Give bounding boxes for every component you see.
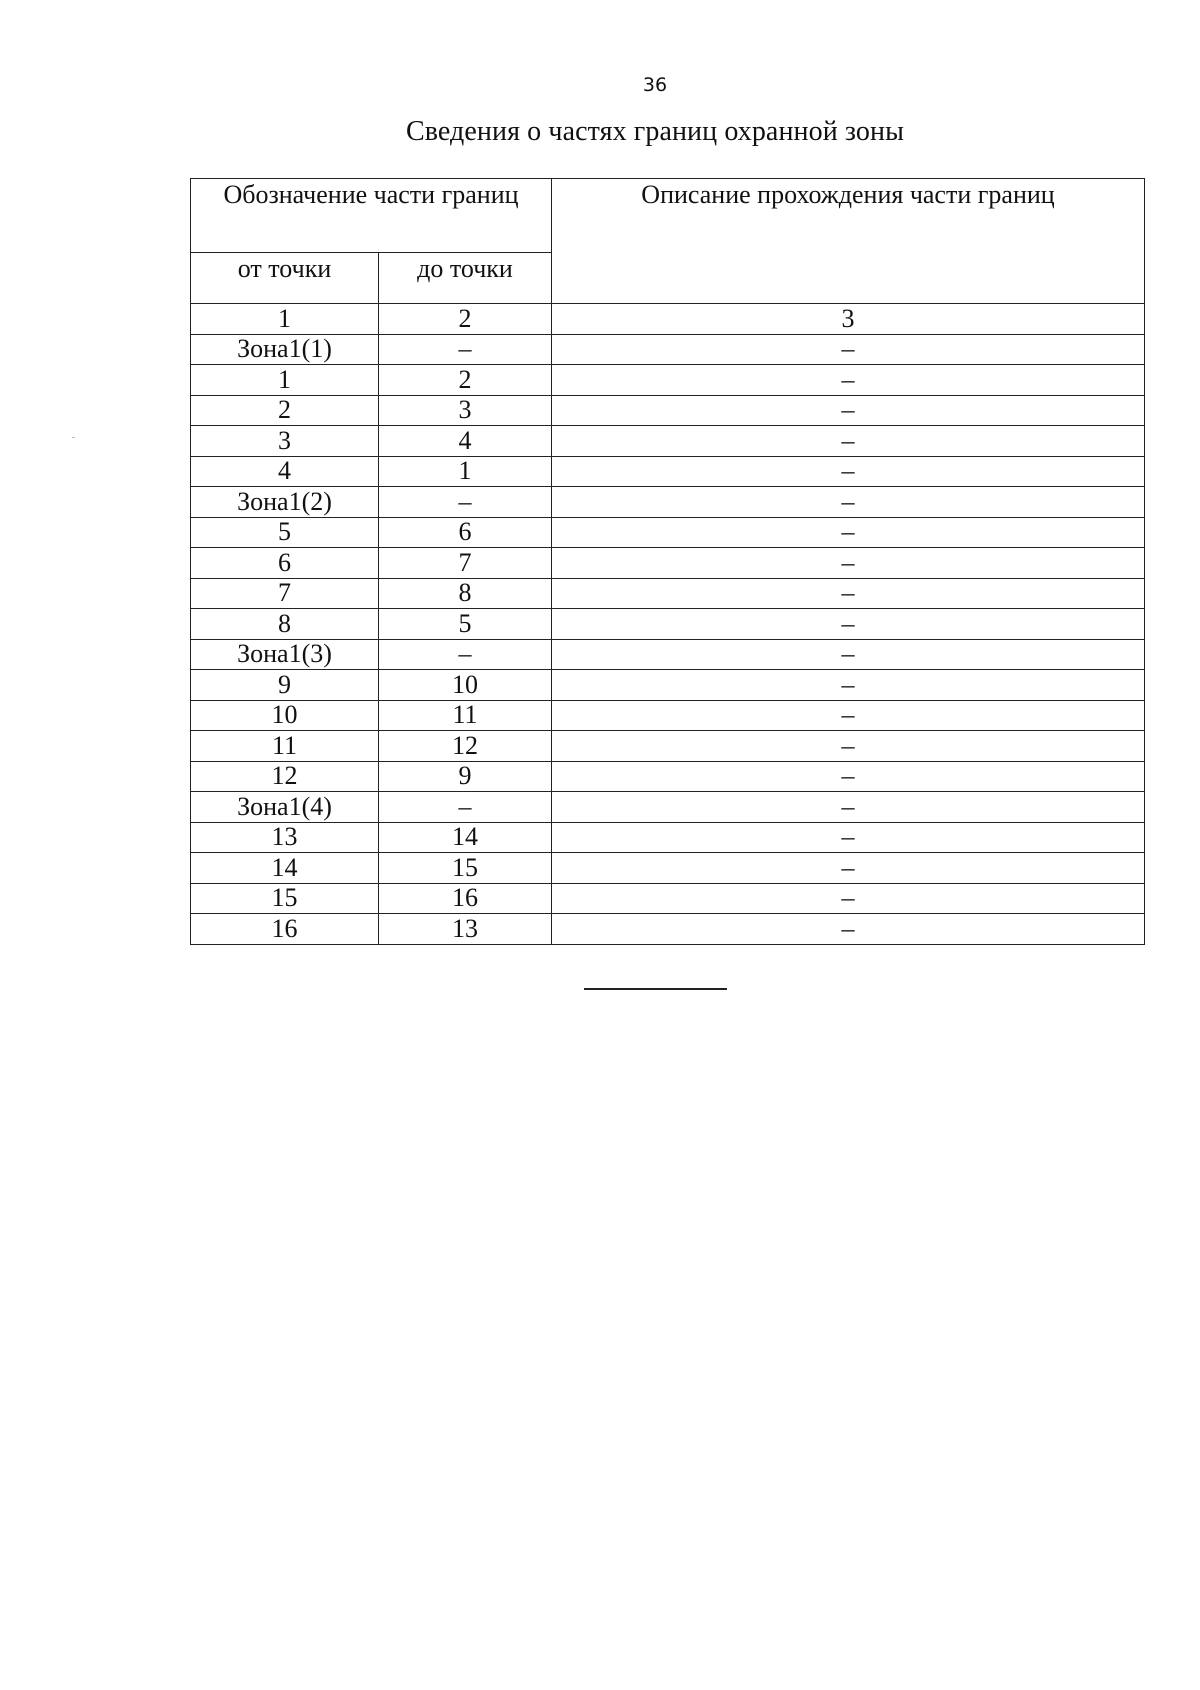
cell-from-point: 12 (191, 761, 379, 792)
cell-to-point: 5 (379, 609, 552, 640)
cell-from-point: 3 (191, 426, 379, 457)
cell-from-point: Зона1(2) (191, 487, 379, 518)
cell-description: – (552, 548, 1145, 579)
cell-to-point: – (379, 639, 552, 670)
table-row (191, 761, 1145, 792)
cell-from-point: 16 (191, 914, 379, 945)
cell-from-point: 1 (191, 365, 379, 396)
table-row (191, 487, 1145, 518)
cell-to-point: 16 (379, 883, 552, 914)
cell-to-point: 14 (379, 822, 552, 853)
table-row (191, 670, 1145, 701)
column-number-2: 2 (379, 304, 552, 335)
cell-to-point: – (379, 487, 552, 518)
cell-description: – (552, 761, 1145, 792)
cell-description: – (552, 853, 1145, 884)
cell-to-point: – (379, 792, 552, 823)
header-description: Описание прохождения части границ (552, 179, 1145, 304)
cell-to-point: 7 (379, 548, 552, 579)
cell-from-point: 9 (191, 670, 379, 701)
cell-to-point: 13 (379, 914, 552, 945)
cell-description: – (552, 822, 1145, 853)
cell-from-point: 8 (191, 609, 379, 640)
cell-from-point: 14 (191, 853, 379, 884)
cell-from-point: 10 (191, 700, 379, 731)
table-row (191, 914, 1145, 945)
table-row (191, 578, 1145, 609)
table-row (191, 731, 1145, 762)
cell-description: – (552, 456, 1145, 487)
cell-description: – (552, 670, 1145, 701)
header-row-main (191, 179, 1145, 253)
table-row (191, 639, 1145, 670)
cell-from-point: 7 (191, 578, 379, 609)
cell-from-point: 11 (191, 731, 379, 762)
cell-from-point: 13 (191, 822, 379, 853)
scan-speck (72, 437, 75, 438)
header-to-point: до точки (379, 253, 552, 304)
cell-to-point: 9 (379, 761, 552, 792)
cell-from-point: Зона1(4) (191, 792, 379, 823)
table-row (191, 548, 1145, 579)
table-row (191, 883, 1145, 914)
cell-to-point: 12 (379, 731, 552, 762)
cell-from-point: 4 (191, 456, 379, 487)
cell-from-point: 15 (191, 883, 379, 914)
end-of-section-rule (584, 988, 727, 990)
table-row (191, 395, 1145, 426)
table-row (191, 700, 1145, 731)
cell-to-point: 10 (379, 670, 552, 701)
table-row (191, 365, 1145, 396)
header-from-point: от точки (191, 253, 379, 304)
page-number: 36 (642, 74, 668, 96)
cell-from-point: 5 (191, 517, 379, 548)
cell-from-point: Зона1(1) (191, 334, 379, 365)
cell-to-point: 2 (379, 365, 552, 396)
cell-to-point: 4 (379, 426, 552, 457)
cell-description: – (552, 578, 1145, 609)
cell-to-point: 6 (379, 517, 552, 548)
cell-from-point: Зона1(3) (191, 639, 379, 670)
boundary-parts-table (190, 178, 1145, 945)
table-row (191, 822, 1145, 853)
cell-from-point: 2 (191, 395, 379, 426)
table-row (191, 334, 1145, 365)
cell-description: – (552, 700, 1145, 731)
column-number-3: 3 (552, 304, 1145, 335)
cell-description: – (552, 609, 1145, 640)
table-row (191, 853, 1145, 884)
cell-description: – (552, 731, 1145, 762)
cell-description: – (552, 883, 1145, 914)
cell-description: – (552, 426, 1145, 457)
document-title: Сведения о частях границ охранной зоны (405, 116, 905, 147)
cell-to-point: 15 (379, 853, 552, 884)
cell-to-point: 3 (379, 395, 552, 426)
table-row (191, 456, 1145, 487)
cell-description: – (552, 395, 1145, 426)
table-row (191, 609, 1145, 640)
cell-description: – (552, 792, 1145, 823)
cell-description: – (552, 365, 1145, 396)
header-designation: Обозначение части границ (191, 179, 552, 253)
cell-to-point: 1 (379, 456, 552, 487)
table-row (191, 426, 1145, 457)
table-header (191, 179, 1145, 335)
cell-to-point: 8 (379, 578, 552, 609)
cell-description: – (552, 487, 1145, 518)
table-row (191, 517, 1145, 548)
table-body (191, 334, 1145, 944)
cell-description: – (552, 517, 1145, 548)
cell-description: – (552, 334, 1145, 365)
cell-to-point: 11 (379, 700, 552, 731)
column-number-1: 1 (191, 304, 379, 335)
cell-description: – (552, 914, 1145, 945)
cell-description: – (552, 639, 1145, 670)
cell-from-point: 6 (191, 548, 379, 579)
cell-to-point: – (379, 334, 552, 365)
header-column-numbers (191, 304, 1145, 335)
table-row (191, 792, 1145, 823)
